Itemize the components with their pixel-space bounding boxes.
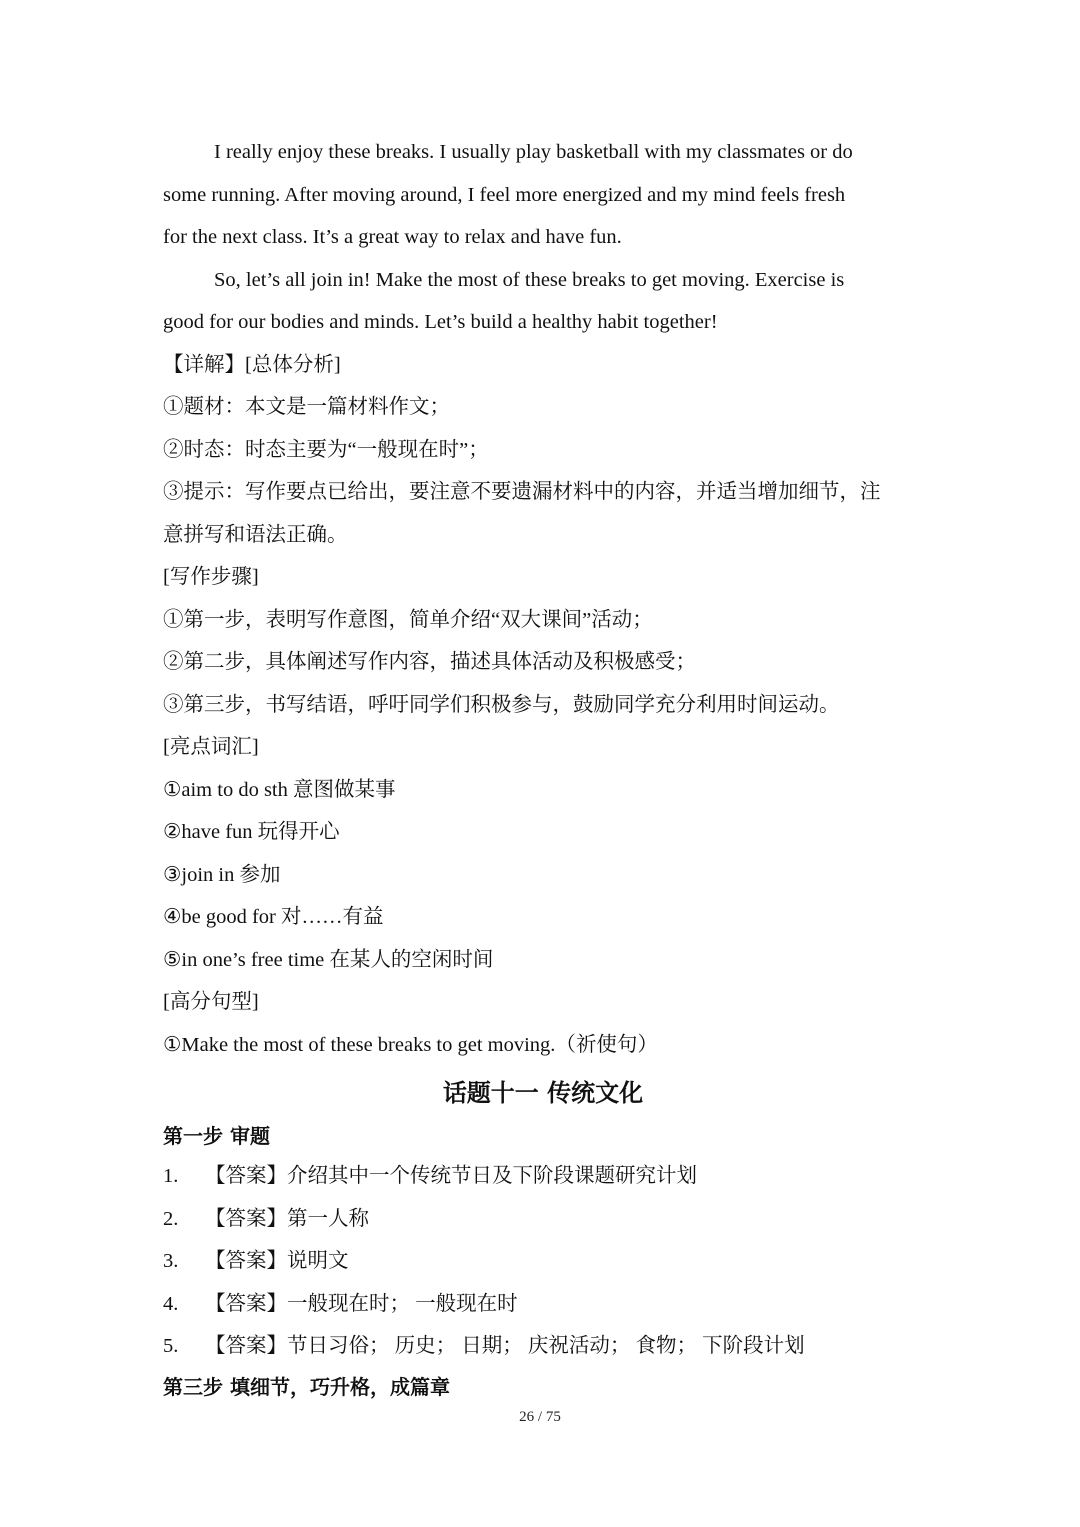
analysis-line: ②时态：时态主要为“一般现在时”； <box>163 438 489 461</box>
answer-item <box>163 1325 923 1368</box>
analysis-line: ②第二步，具体阐述写作内容，描述具体活动及积极感受； <box>163 651 696 673</box>
essay-line: So, let’s all join in! Make the most of these breaks to get moving. Exercise is <box>214 268 845 291</box>
vocabulary-item: ⑤in one’s free time 在某人的空闲时间 <box>163 948 494 971</box>
answer-text: 介绍其中一个传统节日及下阶段课题研究计划 <box>287 1165 697 1187</box>
section-label-vocabulary: [亮点词汇] <box>163 736 259 758</box>
essay-line: I really enjoy these breaks. I usually play basketball with my classmates or do <box>214 141 853 163</box>
answer-tag: 【答案】 <box>205 1165 287 1187</box>
answer-item <box>163 1155 923 1198</box>
answer-text: 第一人称 <box>287 1207 369 1230</box>
answer-number: 4. <box>163 1292 179 1315</box>
answer-text: 一般现在时； 一般现在时 <box>287 1292 518 1315</box>
analysis-line: ③提示：写作要点已给出，要注意不要遗漏材料中的内容，并适当增加细节，注 <box>163 481 881 503</box>
vocabulary-item: ①aim to do sth 意图做某事 <box>163 778 396 801</box>
vocabulary-item: ③join in 参加 <box>163 863 281 886</box>
answer-text: 说明文 <box>287 1250 349 1272</box>
topic-title: 话题十一 传统文化 <box>442 1079 644 1107</box>
answer-number: 5. <box>163 1335 179 1357</box>
section-label-writing-steps: [写作步骤] <box>163 566 259 588</box>
essay-line: some running. After moving around, I feel more energized and my mind feels fresh <box>163 183 846 206</box>
analysis-line: ①题材：本文是一篇材料作文； <box>163 396 450 418</box>
vocabulary-item: ④be good for 对……有益 <box>163 906 384 928</box>
sentence-pattern-item: ①Make the most of these breaks to get moving.（祈使句） <box>163 1033 658 1056</box>
essay-line: for the next class. It’s a great way to relax and have fun. <box>163 226 622 248</box>
answer-text: 节日习俗； 历史； 日期； 庆祝活动； 食物； 下阶段计划 <box>287 1335 805 1357</box>
analysis-line: 意拼写和语法正确。 <box>163 523 348 546</box>
answer-tag: 【答案】 <box>205 1250 287 1272</box>
answer-item <box>163 1198 923 1241</box>
answer-item <box>163 1240 923 1283</box>
page-number: 26 / 75 <box>519 1409 561 1425</box>
answer-tag: 【答案】 <box>205 1292 287 1315</box>
page-content <box>163 131 923 1406</box>
answer-tag: 【答案】 <box>205 1335 287 1357</box>
answer-tag: 【答案】 <box>205 1207 287 1230</box>
section-label-sentence-patterns: [高分句型] <box>163 991 259 1013</box>
analysis-line: ③第三步，书写结语，呼吁同学们积极参与，鼓励同学充分利用时间运动。 <box>163 693 840 716</box>
answer-number: 2. <box>163 1207 179 1230</box>
answer-item <box>163 1283 923 1326</box>
answer-number: 3. <box>163 1250 179 1272</box>
answer-number: 1. <box>163 1165 179 1187</box>
analysis-line: ①第一步，表明写作意图，简单介绍“双大课间”活动； <box>163 608 653 631</box>
step1-title: 第一步 审题 <box>163 1124 270 1148</box>
analysis-heading: 【详解】[总体分析] <box>163 353 341 376</box>
step3-title: 第三步 填细节，巧升格，成篇章 <box>163 1374 450 1399</box>
essay-line: good for our bodies and minds. Let’s build a healthy habit together! <box>163 311 718 333</box>
vocabulary-item: ②have fun 玩得开心 <box>163 821 340 843</box>
